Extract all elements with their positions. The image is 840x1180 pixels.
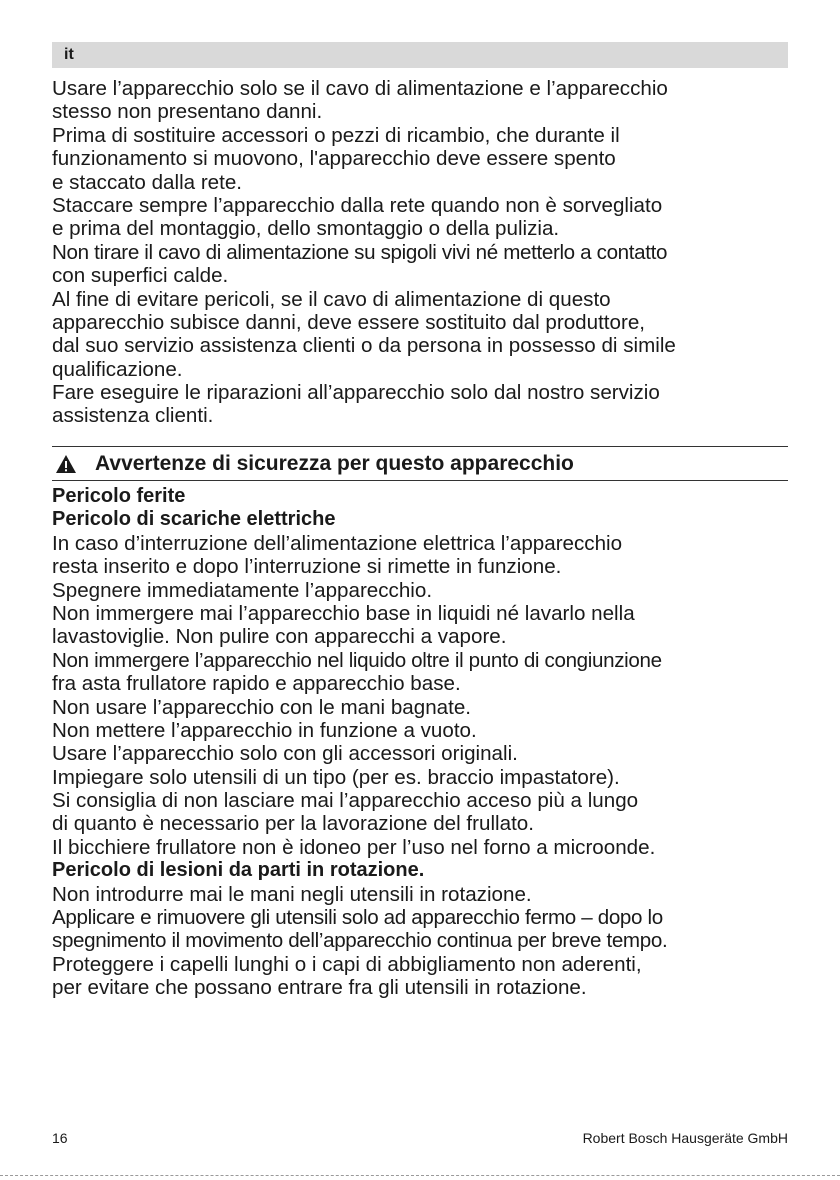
- rotation-heading: Pericolo di lesioni da parti in rotazione.: [52, 859, 425, 882]
- injury-heading: Pericolo ferite: [52, 485, 186, 507]
- section-divider-top: [52, 446, 788, 447]
- text-line: lavastoviglie. Non pulire con apparecchi a vapore.: [52, 625, 507, 649]
- text-line: Non immergere mai l’apparecchio base in liquidi né lavarlo nella: [52, 601, 635, 625]
- text-line: Spegnere immediatamente l’apparecchio.: [52, 578, 433, 602]
- text-line: Fare eseguire le riparazioni all’apparecchio solo dal nostro servizio: [52, 381, 660, 405]
- text-line: per evitare che possano entrare fra gli utensili in rotazione.: [52, 976, 587, 1000]
- text-line: Usare l’apparecchio solo se il cavo di alimentazione e l’apparecchio: [52, 77, 668, 100]
- section-title: Avvertenze di sicurezza per questo apparecchio: [95, 452, 574, 475]
- text-line: funzionamento si muovono, l'apparecchio deve essere spento: [52, 147, 616, 171]
- text-line: Non immergere l’apparecchio nel liquido oltre il punto di congiunzione: [52, 648, 662, 672]
- text-line: Si consiglia di non lasciare mai l’apparecchio acceso più a lungo: [52, 789, 639, 813]
- text-line: Applicare e rimuovere gli utensili solo ad apparecchio fermo – dopo lo: [52, 906, 663, 930]
- page-number: 16: [52, 1130, 68, 1146]
- text-line: qualificazione.: [52, 357, 183, 381]
- text-line: apparecchio subisce danni, deve essere sostituito dal produttore,: [52, 310, 646, 334]
- text-line: Non introdurre mai le mani negli utensili in rotazione.: [52, 882, 532, 906]
- text-line: fra asta frullatore rapido e apparecchio base.: [52, 672, 461, 696]
- intro-text: [52, 77, 792, 428]
- text-line: Non mettere l’apparecchio in funzione a vuoto.: [52, 718, 477, 742]
- text-line: Prima di sostituire accessori o pezzi di ricambio, che durante il: [52, 123, 620, 147]
- text-line: Al fine di evitare pericoli, se il cavo di alimentazione di questo: [52, 287, 611, 311]
- text-line: spegnimento il movimento dell’apparecchio continua per breve tempo.: [52, 929, 668, 953]
- text-line: Staccare sempre l’apparecchio dalla rete quando non è sorvegliato: [52, 193, 663, 217]
- text-line: Non tirare il cavo di alimentazione su spigoli vivi né metterlo a contatto: [52, 240, 668, 264]
- language-bar: [52, 42, 788, 68]
- warning-triangle-icon: [55, 454, 77, 474]
- section-divider-bottom: [52, 480, 788, 481]
- warnings-text: [52, 485, 792, 1000]
- text-line: Non usare l’apparecchio con le mani bagnate.: [52, 695, 472, 719]
- text-line: dal suo servizio assistenza clienti o da persona in possesso di simile: [52, 334, 676, 358]
- text-line: assistenza clienti.: [52, 404, 214, 428]
- text-line: Impiegare solo utensili di un tipo (per es. braccio impastatore).: [52, 765, 620, 789]
- section-heading: [52, 450, 574, 478]
- text-line: stesso non presentano danni.: [52, 100, 323, 124]
- text-line: Proteggere i capelli lunghi o i capi di abbigliamento non aderenti,: [52, 952, 642, 976]
- text-line: e prima del montaggio, dello smontaggio o della pulizia.: [52, 217, 560, 241]
- shock-heading: Pericolo di scariche elettriche: [52, 508, 336, 531]
- text-line: e staccato dalla rete.: [52, 170, 243, 194]
- page-edge-perforation: [0, 1175, 840, 1176]
- text-line: In caso d’interruzione dell’alimentazione elettrica l’apparecchio: [52, 531, 623, 555]
- language-code: it: [64, 46, 74, 63]
- text-line: di quanto è necessario per la lavorazione del frullato.: [52, 812, 534, 836]
- text-line: Usare l’apparecchio solo con gli accessori originali.: [52, 742, 518, 766]
- text-line: resta inserito e dopo l’interruzione si rimette in funzione.: [52, 555, 562, 579]
- text-line: Il bicchiere frullatore non è idoneo per l’uso nel forno a microonde.: [52, 835, 656, 859]
- company-name: Robert Bosch Hausgeräte GmbH: [582, 1130, 788, 1146]
- text-line: con superfici calde.: [52, 264, 229, 288]
